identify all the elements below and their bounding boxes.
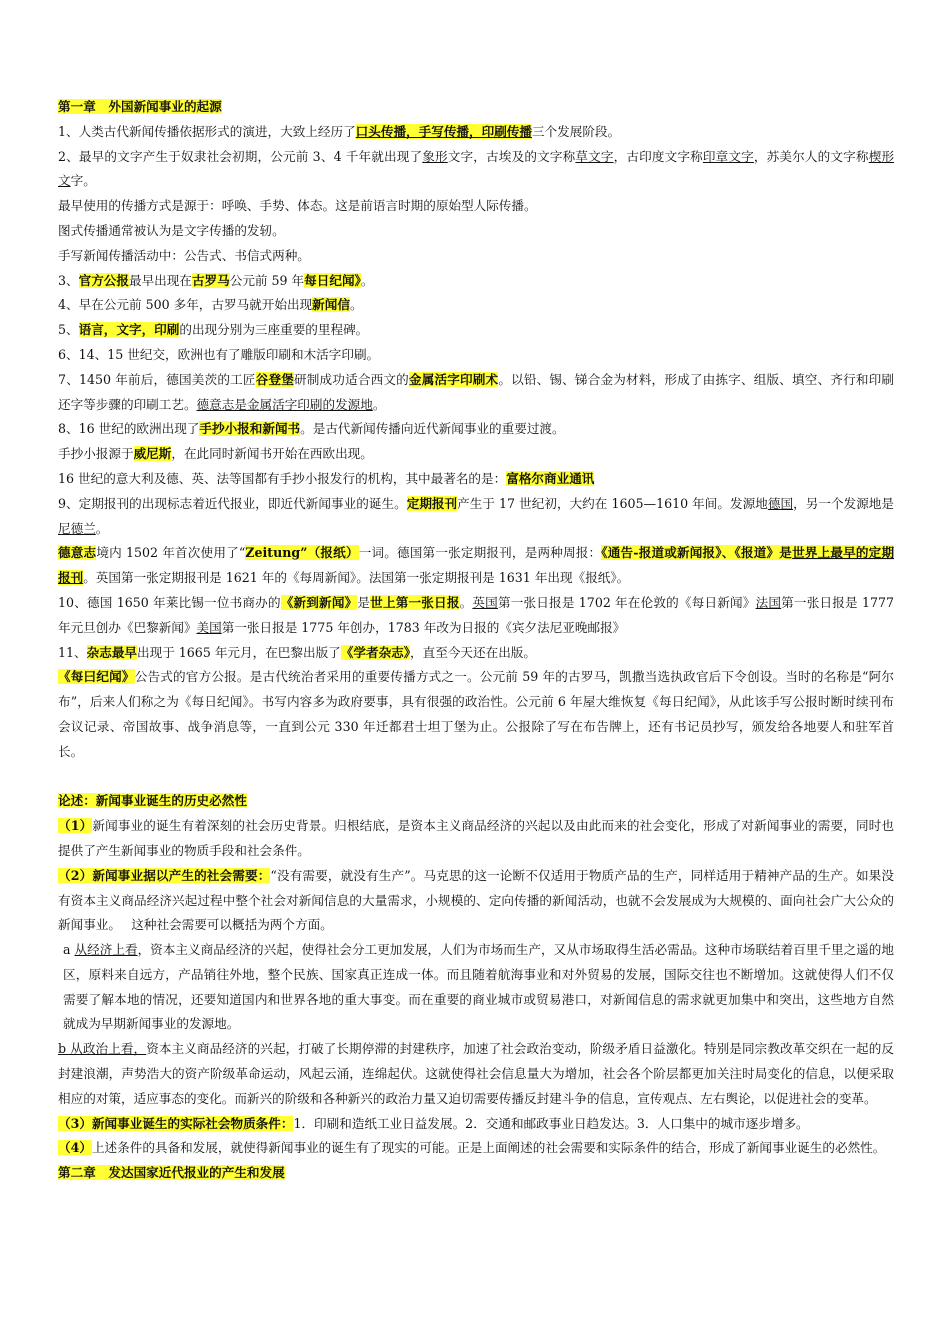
essay-point-2b: b 从政治上看，资本主义商品经济的兴起，打破了长期停滞的封建秩序，加速了社会政治变动，阶级矛盾日益激化。特别是同宗教改革交织在一起的反封建浪潮，声势浩大的资产阶级革命运动，风起云涌，连绵起伏。这就使得社会信息量大为增加，社会各个阶层都更加关注时局变化的信息，以便采取相应的对策，适应事态的变化。而新兴的阶级和各种新兴的政治力量又迫切需要传播反封建斗争的信息，宣传观点、左右舆论，以促进社会的变革。 bbox=[58, 1041, 894, 1106]
essay-point-4: （4）上述条件的具备和发展，就使得新闻事业的诞生有了现实的可能。正是上面阐述的社会需要和实际条件的结合，形成了新闻事业诞生的必然性。 bbox=[58, 1140, 886, 1156]
note-zeitung: 德意志境内 1502 年首次使用了“Zeitung”（报纸）一词。德国第一张定期报刊，是两种周报：《通告-报道或新闻报》、《报道》是世界上最早的定期报刊。英国第一张定期报刊是 1621 年的《每周新闻》。法国第一张定期报刊是 1631 年出现《报纸》。 bbox=[58, 545, 895, 586]
note-handwritten-news: 手写新闻传播活动中：公告式、书信式两种。 bbox=[58, 247, 310, 263]
essay-point-1: （1）新闻事业的诞生有着深刻的社会历史背景。归根结底，是资本主义商品经济的兴起以及由此而来的社会变化，形成了对新闻事业的需要，同时也提供了产生新闻事业的物质手段和社会条件。 bbox=[58, 818, 895, 858]
point-1: 1、人类古代新闻传播依据形式的演进，大致上经历了口头传播，手写传播，印刷传播三个发展阶段。 bbox=[58, 123, 621, 139]
blank-line bbox=[58, 765, 894, 790]
point-7: 7、1450 年前后，德国美茨的工匠谷登堡研制成功适合西文的金属活字印刷术。以铅、锡、锑合金为材料，形成了由拣字、组版、填空、齐行和印刷还字等步骤的印刷工艺。德意志是金属活字印刷的发源地。 bbox=[58, 371, 895, 412]
point-5: 5、语言，文字，印刷的出现分别为三座重要的里程碑。 bbox=[58, 322, 369, 338]
note-16th-century: 16 世纪的意大利及德、英、法等国都有手抄小报发行的机构，其中最著名的是：富格尔商业通讯 bbox=[58, 470, 595, 486]
essay-point-2a: a 从经济上看，资本主义商品经济的兴起，使得社会分工更加发展，人们为市场而生产，又从市场取得生活必需品。这种市场联结着百里千里之遥的地区，原料来自远方，产品销往外地，整个民族、国家真正连成一体。而且随着航海事业和对外贸易的发展，国际交往也不断增加。这就使得人们不仅需要了解本地的情况，还要知道国内和世界各地的重大事变。而在重要的商业城市或贸易港口，对新闻信息的需求就更加集中和突出，这些地方自然就成为早期新闻事业的发源地。 bbox=[63, 942, 895, 1032]
point-9: 9、定期报刊的出现标志着近代报业，即近代新闻事业的诞生。定期报刊产生于 17 世纪初，大约在 1605—1610 年间。发源地德国，另一个发源地是尼德兰。 bbox=[58, 495, 895, 536]
note-acta-diurna: 《每曰纪闻》公告式的官方公报。是古代统治者采用的重要传播方式之一。公元前 59 年的古罗马，凯撒当选执政官后下令创设。当时的名称是“阿尔布”，后来人们称之为《每日纪闻》。书写内容多为政府要事，具有很强的政治性。公元前 6 年屋大维恢复《每日纪闻》，从此该手写公报时断时续刊布会议记录、帝国故事、战争消息等，一直到公元 330 年迁都君士坦丁堡为止。公报除了写在布告牌上，还有书记员抄写，颁发给各地要人和驻军首长。 bbox=[58, 669, 894, 759]
essay-title: 论述：新闻事业诞生的历史必然性 bbox=[58, 793, 247, 809]
point-4: 4、早在公元前 500 多年，古罗马就开始出现新闻信。 bbox=[58, 297, 363, 313]
chapter2-title: 第二章 发达国家近代报业的产生和发展 bbox=[58, 1165, 285, 1181]
point-3: 3、官方公报最早出现在古罗马公元前 59 年每日纪闻》。 bbox=[58, 272, 374, 288]
point-11: 11、杂志最早出现于 1665 年元月，在巴黎出版了《学者杂志》，直至今天还在出版。 bbox=[58, 644, 536, 660]
point-8: 8、16 世纪的欧洲出现了手抄小报和新闻书。是古代新闻传播向近代新闻事业的重要过渡。 bbox=[58, 421, 565, 437]
essay-point-2: （2）新闻事业据以产生的社会需要：“没有需要，就没有生产”。马克思的这一论断不仅适用于物质产品的生产，同样适用于精神产品的生产。如果没有资本主义商品经济兴起过程中整个社会对新闻信息的大量需求，小规模的、定向传播的新闻活动，也就不会发展成为大规模的、面向社会广大公众的新闻事业。 这种社会需要可以概括为两个方面。 bbox=[58, 867, 894, 933]
note-earliest-spread: 最早使用的传播方式是源于：呼唤、手势、体态。这是前语言时期的原始型人际传播。 bbox=[58, 198, 537, 214]
point-2: 2、最早的文字产生于奴隶社会初期，公元前 3、4 千年就出现了象形文字，古埃及的文字称草文字，古印度文字称印章文字，苏美尔人的文字称楔形文字。 bbox=[58, 148, 895, 189]
note-graphic-spread: 图式传播通常被认为是文字传播的发轫。 bbox=[58, 222, 285, 238]
point-10: 10、德国 1650 年莱比锡一位书商办的《新到新闻》是世上第一张日报。英国第一张日报是 1702 年在伦敦的《每日新闻》法国第一张日报是 1777 年元旦创办《巴黎新闻》美国第一张日报是 1775 年创办，1783 年改为日报的《宾夕法尼亚晚邮报》 bbox=[58, 594, 895, 635]
note-handwritten-tabloid: 手抄小报源于威尼斯，在此同时新闻书开始在西欧出现。 bbox=[58, 446, 373, 462]
essay-point-3: （3）新闻事业诞生的实际社会物质条件：1．印刷和造纸工业日益发展。2．交通和邮政事业日趋发达。3．人口集中的城市逐步增多。 bbox=[58, 1115, 809, 1131]
point-6: 6、14、15 世纪交，欧洲也有了雕版印刷和木活字印刷。 bbox=[58, 346, 380, 362]
document-page bbox=[58, 95, 894, 1186]
chapter1-title: 第一章 外国新闻事业的起源 bbox=[58, 99, 222, 114]
